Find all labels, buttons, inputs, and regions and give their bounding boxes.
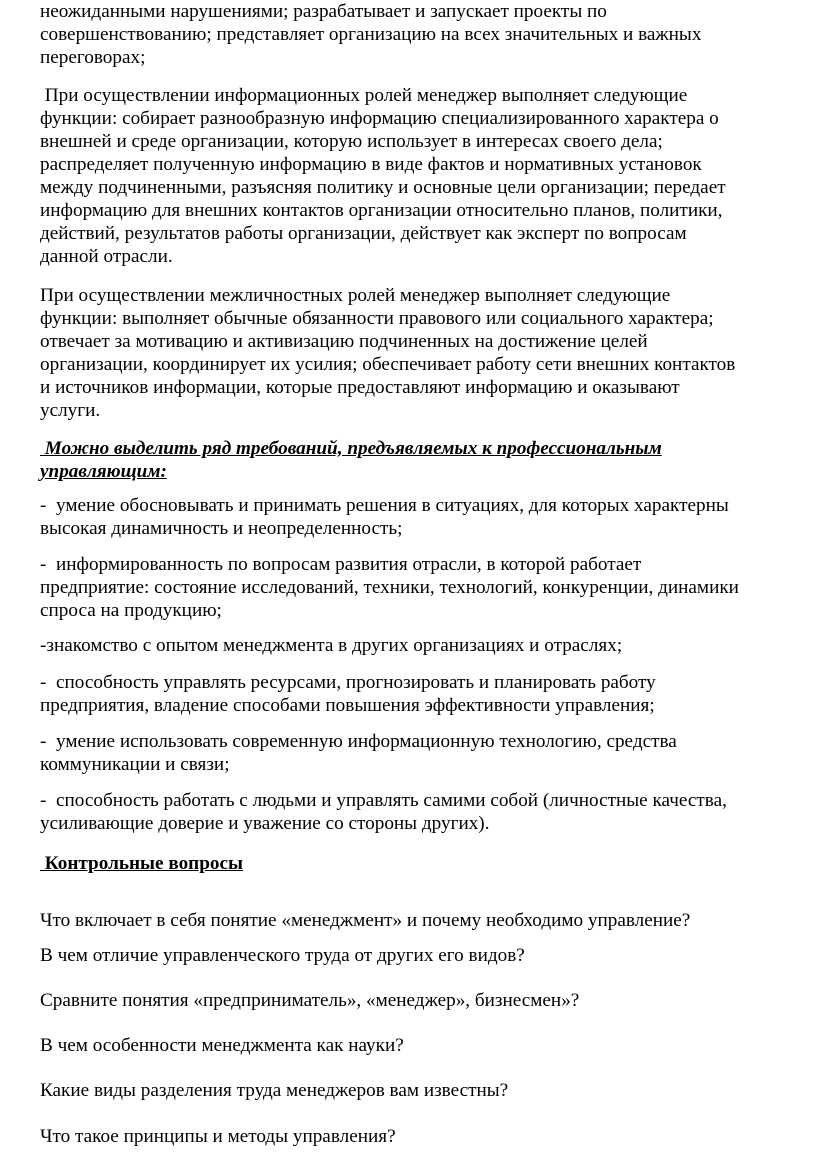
text-line: действий, результатов работы организации, действует как эксперт по вопросам (40, 223, 687, 244)
control-question: В чем отличие управленческого труда от других его видов? (40, 945, 525, 966)
text-line: услуги. (40, 400, 101, 421)
text-line: коммуникации и связи; (40, 754, 230, 775)
control-questions-heading (40, 852, 778, 875)
text-line: отвечает за мотивацию и активизацию подчиненных на достижение целей (40, 331, 648, 352)
text-line: - информированность по вопросам развития отрасли, в которой работает (40, 554, 642, 575)
interpersonal-roles-paragraph (40, 284, 778, 422)
text-line: данной отрасли. (40, 246, 173, 267)
text-line: предприятия, владение способами повышения эффективности управления; (40, 695, 655, 716)
text-line: - способность работать с людьми и управлять самими собой (личностные качества, (40, 790, 727, 811)
text-line: и источников информации, которые предоставляют информацию и оказывают (40, 377, 680, 398)
text-line: - умение использовать современную информационную технологию, средства (40, 731, 677, 752)
control-question: Что такое принципы и методы управления? (40, 1126, 396, 1147)
text-line: между подчиненными, разъясняя политику и основные цели организации; передает (40, 177, 726, 198)
text-line: функции: выполняет обычные обязанности правового или социального характера; (40, 308, 714, 329)
requirement-item (40, 494, 778, 540)
text-line: При осуществлении межличностных ролей менеджер выполняет следующие (40, 285, 671, 306)
text-line: функции: собирает разнообразную информацию специализированного характера о (40, 108, 719, 129)
heading-line: управляющим: (40, 461, 167, 482)
requirement-item (40, 553, 778, 622)
text-line: совершенствованию; представляет организацию на всех значительных и важных (40, 24, 702, 45)
requirements-heading (40, 437, 778, 483)
text-line: распределяет полученную информацию в виде фактов и нормативных установок (40, 154, 702, 175)
heading-line: Контрольные вопросы (40, 853, 243, 874)
text-line: При осуществлении информационных ролей менеджер выполняет следующие (40, 85, 688, 106)
text-line: организации, координирует их усилия; обеспечивает работу сети внешних контактов (40, 354, 736, 375)
text-line: предприятие: состояние исследований, техники, технологий, конкуренции, динамики (40, 577, 739, 598)
intro-paragraph (40, 0, 778, 69)
informational-roles-paragraph (40, 84, 778, 268)
text-line: информацию для внешних контактов организации относительно планов, политики, (40, 200, 723, 221)
text-line: усиливающие доверие и уважение со стороны других). (40, 813, 490, 834)
text-line: переговорах; (40, 47, 146, 68)
control-question: Что включает в себя понятие «менеджмент» и почему необходимо управление? (40, 910, 691, 931)
text-line: - умение обосновывать и принимать решения в ситуациях, для которых характерны (40, 495, 729, 516)
text-line: неожиданными нарушениями; разрабатывает и запускает проекты по (40, 1, 607, 22)
requirement-item (40, 671, 778, 717)
requirement-item (40, 730, 778, 776)
control-question: Сравните понятия «предприниматель», «менеджер», бизнесмен»? (40, 990, 580, 1011)
control-question: В чем особенности менеджмента как науки? (40, 1035, 404, 1056)
text-line: - способность управлять ресурсами, прогнозировать и планировать работу (40, 672, 656, 693)
text-line: спроса на продукцию; (40, 600, 222, 621)
requirement-item (40, 789, 778, 835)
text-line: высокая динамичность и неопределенность; (40, 518, 403, 539)
text-line: -знакомство с опытом менеджмента в других организациях и отраслях; (40, 635, 623, 656)
heading-line: Можно выделить ряд требований, предъявляемых к профессиональным (40, 438, 662, 459)
text-line: внешней и среде организации, которую использует в интересах своего дела; (40, 131, 663, 152)
requirement-item (40, 634, 778, 657)
control-question: Какие виды разделения труда менеджеров вам известны? (40, 1080, 509, 1101)
